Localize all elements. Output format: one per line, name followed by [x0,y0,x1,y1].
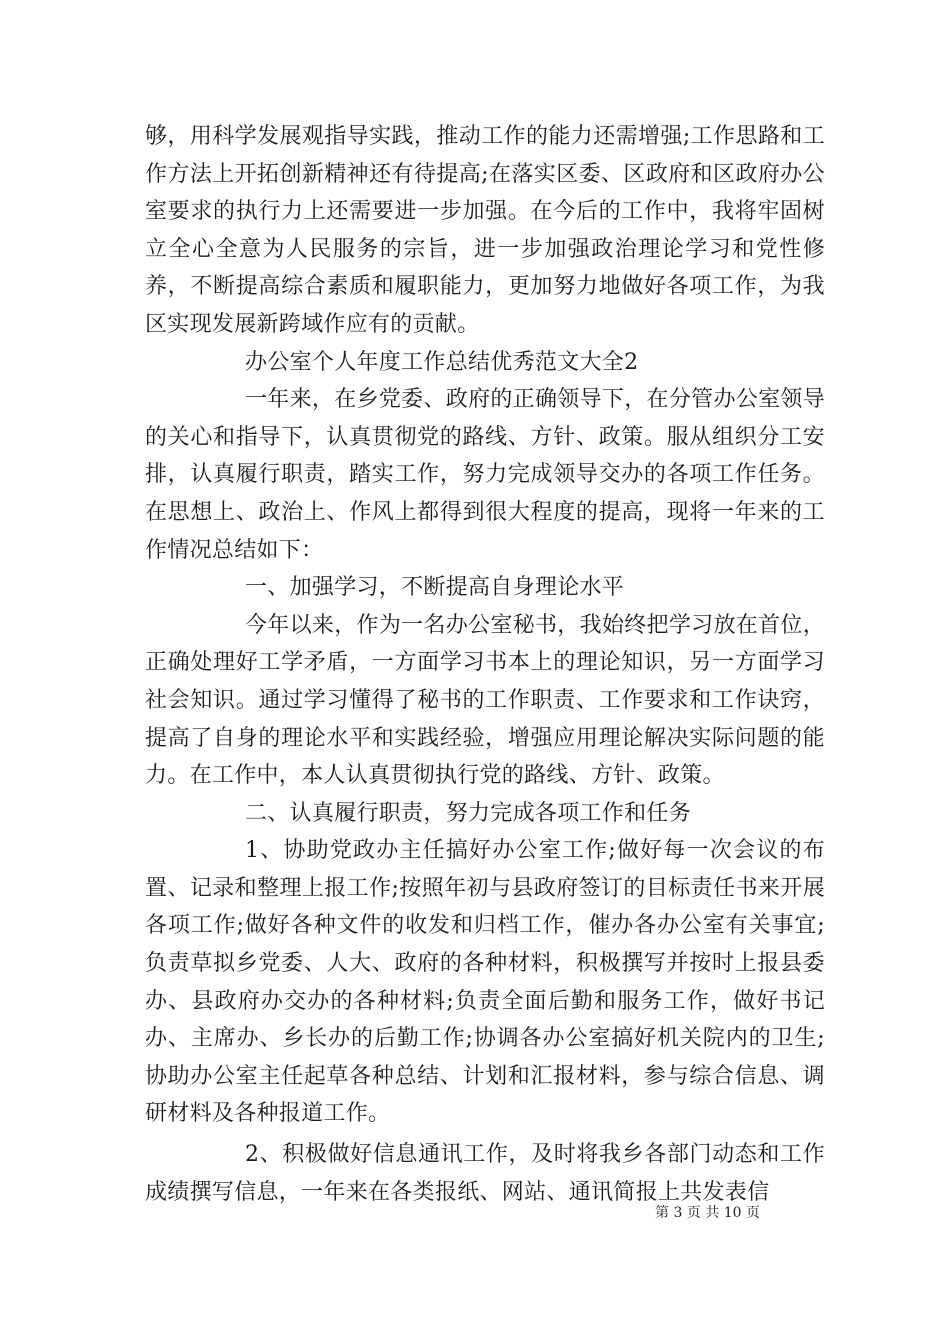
page-number-footer: 第 3 页 共 10 页 [655,1205,760,1221]
p-title-2: 办公室个人年度工作总结优秀范文大全2 [245,349,639,375]
document-body [145,118,825,1211]
p-continuation: 够，用科学发展观指导实践，推动工作的能力还需增强;工作思路和工作方法上开拓创新精神还有待提高;在落实区委、区政府和区政府办公室要求的执行力上还需要进一步加强。在今后的工作中，我将牢固树立全心全意为人民服务的宗旨，进一步加强政治理论学习和党性修养，不断提高综合素质和履职能力，更加努力地做好各项工作，为我区实现发展新跨域作应有的贡献。 [145,124,825,337]
p-heading-1: 一、加强学习，不断提高自身理论水平 [245,575,625,601]
p-study: 今年以来，作为一名办公室秘书，我始终把学习放在首位，正确处理好工学矛盾，一方面学习书本上的理论知识，另一方面学习社会知识。通过学习懂得了秘书的工作职责、工作要求和工作诀窍，提高了自身的理论水平和实践经验，增强应用理论解决实际问题的能力。在工作中，本人认真贯彻执行党的路线、方针、政策。 [145,612,825,789]
p-intro: 一年来，在乡党委、政府的正确领导下，在分管办公室领导的关心和指导下，认真贯彻党的路线、方针、政策。服从组织分工安排，认真履行职责，踏实工作，努力完成领导交办的各项工作任务。在思想上、政治上、作风上都得到很大程度的提高，现将一年来的工作情况总结如下： [145,387,825,563]
p-heading-2: 二、认真履行职责，努力完成各项工作和任务 [245,800,692,826]
p-item-1: 1、协助党政办主任搞好办公室工作;做好每一次会议的布置、记录和整理上报工作;按照年初与县政府签订的目标责任书来开展各项工作;做好各种文件的收发和归档工作，催办各办公室有关事宜;负责草拟乡党委、人大、政府的各种材料，积极撰写并按时上报县委办、县政府办交办的各种材料;负责全面后勤和服务工作，做好书记办、主席办、乡长办的后勤工作;协调各办公室搞好机关院内的卫生;协助办公室主任起草各种总结、计划和汇报材料，参与综合信息、调研材料及各种报道工作。 [145,838,825,1127]
p-item-2: 2、积极做好信息通讯工作，及时将我乡各部门动态和工作成绩撰写信息，一年来在各类报纸、网站、通讯简报上共发表信 [145,1142,825,1205]
